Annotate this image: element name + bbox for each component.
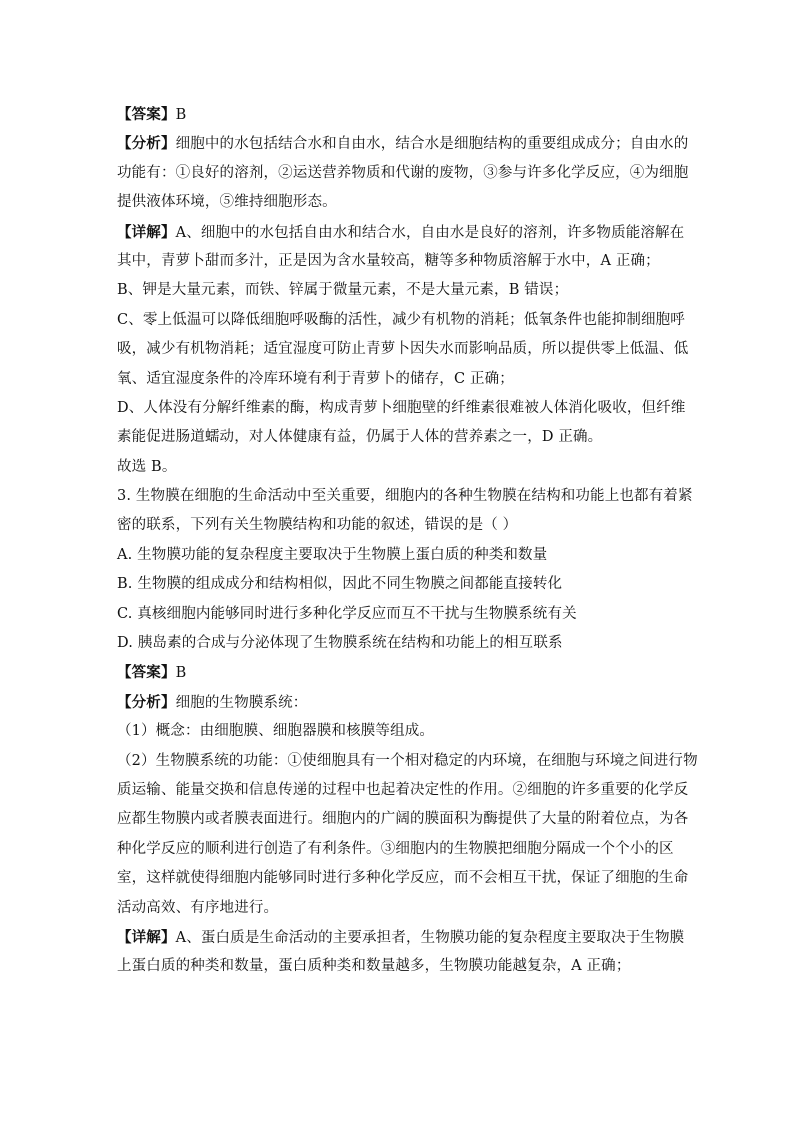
analysis-tag: 【分析】 xyxy=(117,135,176,153)
text-line: C、零上低温可以降低细胞呼吸酶的活性，减少有机物的消耗；低氧条件也能抑制细胞呼 xyxy=(117,311,685,328)
question-stem: 3. 生物膜在细胞的生命活动中至关重要，细胞内的各种生物膜在结构和功能上也都有着紧 xyxy=(117,488,693,505)
answer-text: B xyxy=(175,107,187,123)
text-line: 提供液体环境，⑤维持细胞形态。 xyxy=(117,194,337,211)
text-line: （2）生物膜系统的功能：①使细胞具有一个相对稳定的内环境，在细胞与环境之间进行物 xyxy=(117,752,698,769)
analysis-line xyxy=(117,129,689,158)
text-line: 功能有：①良好的溶剂，②运送营养物质和代谢的废物，③参与许多化学反应，④为细胞 xyxy=(117,164,689,181)
document-page xyxy=(117,100,698,982)
text-line: D、人体没有分解纤维素的酶，构成青萝卜细胞壁的纤维素很难被人体消化吸收，但纤维 xyxy=(117,399,686,416)
question-stem: 密的联系，下列有关生物膜结构和功能的叙述，错误的是（ ） xyxy=(117,517,518,534)
detail-line xyxy=(117,923,685,952)
conclusion-line: 故选 B。 xyxy=(117,458,177,475)
text-line: 细胞的生物膜系统： xyxy=(175,694,308,711)
analysis-tag: 【分析】 xyxy=(117,693,176,711)
text-line: A、细胞中的水包括自由水和结合水，自由水是良好的溶剂，许多物质能溶解在 xyxy=(175,224,685,241)
text-line: （1）概念：由细胞膜、细胞器膜和核膜等组成。 xyxy=(117,723,435,740)
answer-line xyxy=(117,100,677,129)
text-line: 种化学反应的顺利进行创造了有利条件。③细胞内的生物膜把细胞分隔成一个个小的区 xyxy=(117,840,674,857)
text-line: 室，这样就使得细胞内能够同时进行多种化学反应，而不会相互干扰，保证了细胞的生命 xyxy=(117,870,689,887)
option-c: C. 真核细胞内能够同时进行多种化学反应而互不干扰与生物膜系统有关 xyxy=(117,605,577,622)
answer-tag: 【答案】 xyxy=(117,106,176,123)
detail-tag: 【详解】 xyxy=(117,223,176,241)
option-a: A. 生物膜功能的复杂程度主要取决于生物膜上蛋白质的种类和数量 xyxy=(117,546,548,563)
text-line: 细胞中的水包括结合水和自由水，结合水是细胞结构的重要组成成分；自由水的 xyxy=(175,136,689,153)
text-line: 素能促进肠道蠕动，对人体健康有益，仍属于人体的营养素之一，D 正确。 xyxy=(117,429,603,446)
text-line: 上蛋白质的种类和数量，蛋白质种类和数量越多，生物膜功能越复杂，A 正确； xyxy=(117,958,631,975)
option-d: D. 胰岛素的合成与分泌体现了生物膜系统在结构和功能上的相互联系 xyxy=(117,635,563,652)
text-line: 活动高效、有序地进行。 xyxy=(117,899,279,916)
analysis-line xyxy=(117,688,677,717)
detail-line xyxy=(117,218,685,247)
text-line: 质运输、能量交换和信息传递的过程中也起着决定性的作用。②细胞的许多重要的化学反 xyxy=(117,781,689,798)
answer-text: B xyxy=(175,665,187,682)
text-line: 氧、适宜湿度条件的冷库环境有利于青萝卜的储存，C 正确； xyxy=(117,370,514,387)
text-line: 应都生物膜内或者膜表面进行。细胞内的广阔的膜面积为酶提供了大量的附着位点，为各 xyxy=(117,811,689,828)
text-line: B、钾是大量元素，而铁、锌属于微量元素，不是大量元素，B 错误； xyxy=(117,282,569,299)
option-b: B. 生物膜的组成成分和结构相似，因此不同生物膜之间都能直接转化 xyxy=(117,576,563,593)
text-line: 吸，减少有机物消耗；适宜湿度可防止青萝卜因失水而影响品质，所以提供零上低温、低 xyxy=(117,341,689,358)
text-line: 其中，青萝卜甜而多汁，正是因为含水量较高，糖等多种物质溶解于水中，A 正确； xyxy=(117,252,660,269)
answer-line xyxy=(117,658,677,687)
answer-tag: 【答案】 xyxy=(117,664,176,682)
text-line: A、蛋白质是生命活动的主要承担者，生物膜功能的复杂程度主要取决于生物膜 xyxy=(175,929,685,946)
detail-tag: 【详解】 xyxy=(117,928,176,946)
